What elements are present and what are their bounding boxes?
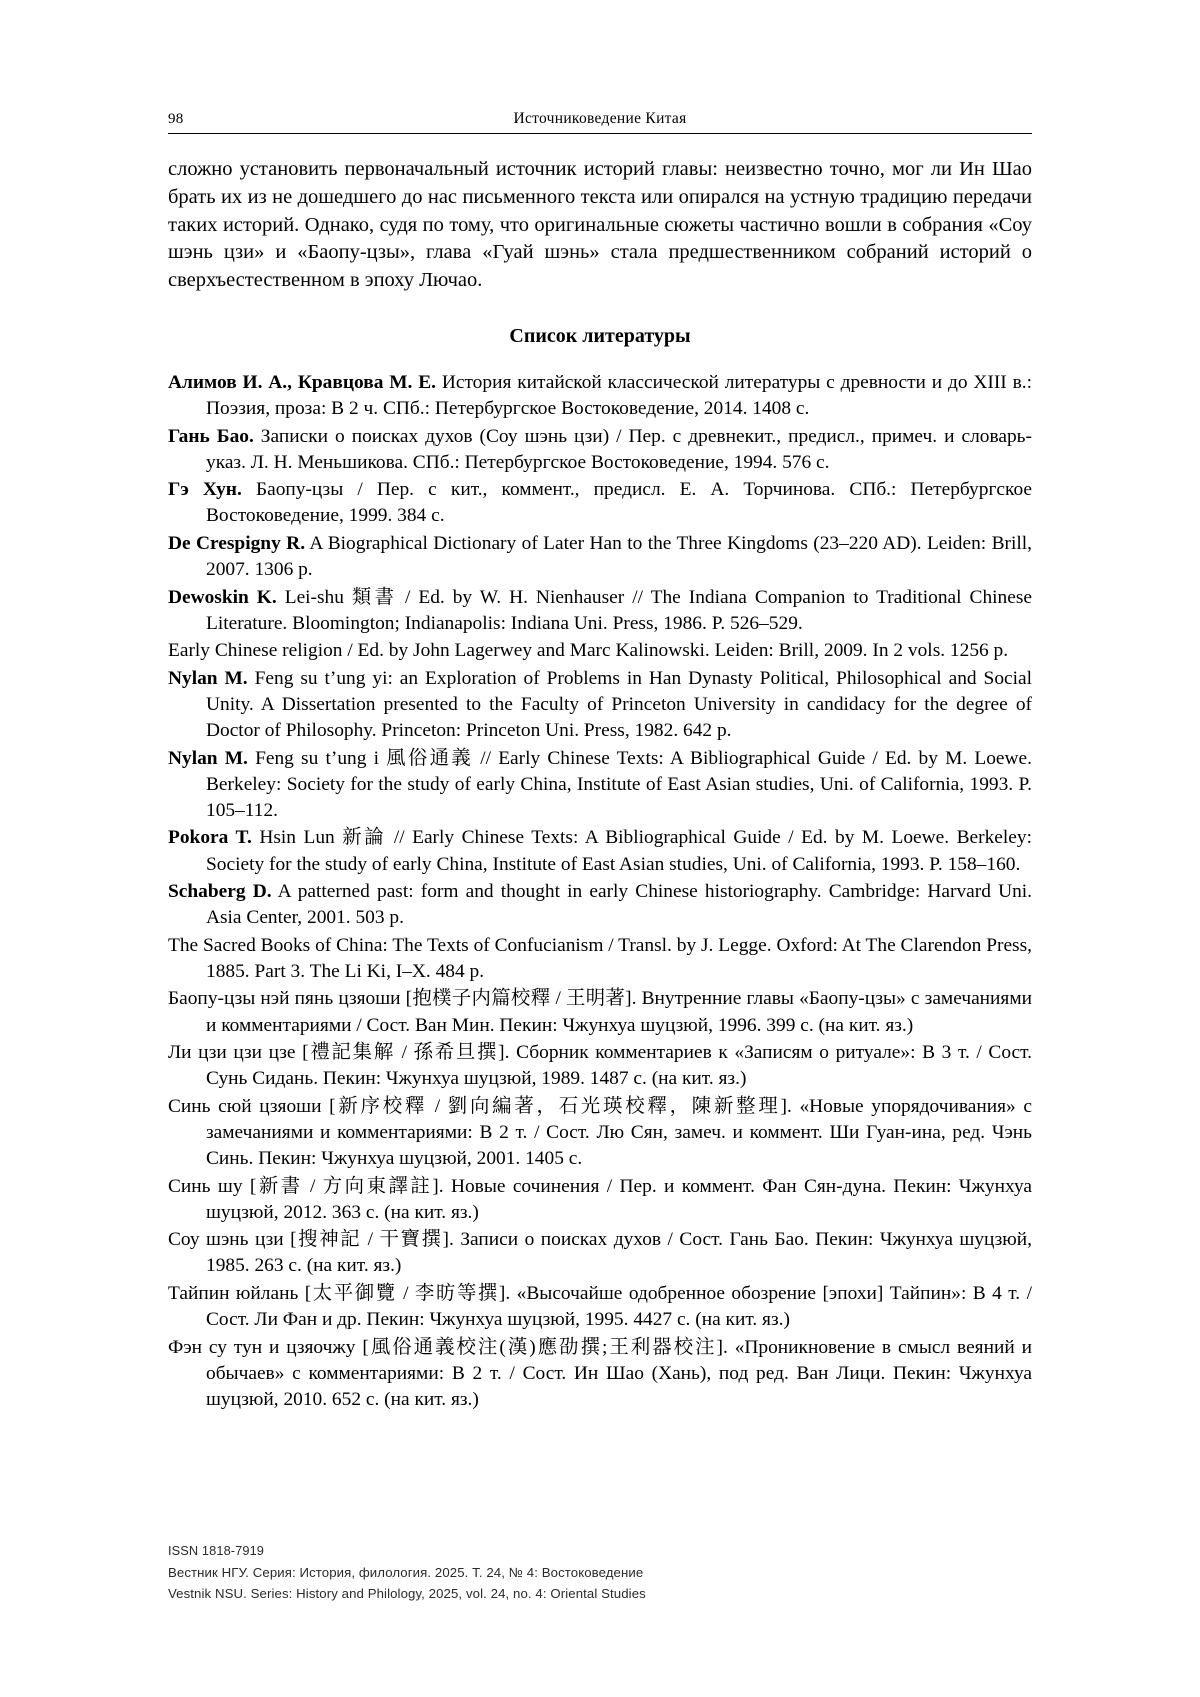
reference-author: Nylan M. bbox=[168, 747, 248, 769]
reference-text: Синь сюй цзяоши [新序校釋 / 劉向編著，石光瑛校釋，陳新整理]. «Новые упорядочивания» с замечаниями и комментариями: В 2 т. / Сост. Лю Сян, замеч. и коммент. Ши Гуан-ина, ред. Чэнь Синь. Пекин: Чжунхуа шуцзюй, 2001. 1405 с. bbox=[168, 1095, 1032, 1170]
list-item bbox=[168, 585, 1032, 637]
reference-text: Feng su t’ung yi: an Exploration of Problems in Han Dynasty Political, Philosophical and Social Unity. A Dissertation presented to the Faculty of Princeton University in candidacy for the degree of Doctor of Philosophy. Princeton: Princeton Uni. Press, 1982. 642 p. bbox=[206, 667, 1032, 742]
list-item bbox=[168, 986, 1032, 1038]
list-item bbox=[168, 933, 1032, 985]
reference-text: Соу шэнь цзи [搜神記 / 干寶撰]. Записи о поисках духов / Сост. Гань Бао. Пекин: Чжунхуа шуцзюй, 1985. 263 с. (на кит. яз.) bbox=[168, 1229, 1032, 1277]
reference-list bbox=[168, 370, 1032, 1413]
header-rule bbox=[168, 133, 1032, 134]
body-paragraph: сложно установить первоначальный источник историй главы: неизвестно точно, мог ли Ин Шао брать их из не дошедшего до нас письменного текста или опирался на устную традицию передачи таких историй. Однако, судя по тому, что оригинальные сюжеты частично вошли в собрания «Соу шэнь цзи» и «Баопу-цзы», глава «Гуай шэнь» стала предшественником собраний историй о сверхъестественном в эпоху Лючао. bbox=[168, 158, 1032, 292]
list-item bbox=[168, 879, 1032, 931]
journal-line-en: Vestnik NSU. Series: History and Philology, 2025, vol. 24, no. 4: Oriental Studies bbox=[168, 1586, 646, 1602]
reference-author: Гань Бао. bbox=[168, 425, 254, 447]
reference-author: Schaberg D. bbox=[168, 881, 272, 903]
reference-text: The Sacred Books of China: The Texts of Confucianism / Transl. by J. Legge. Oxford: At The Clarendon Press, 1885. Part 3. The Li Ki, I–X. 484 p. bbox=[168, 934, 1032, 982]
page-footer bbox=[168, 1541, 1032, 1604]
list-item bbox=[168, 746, 1032, 824]
issn-line: ISSN 1818-7919 bbox=[168, 1543, 265, 1558]
list-item bbox=[168, 666, 1032, 744]
reference-author: Nylan M. bbox=[168, 667, 248, 689]
reference-text: Записки о поисках духов (Соу шэнь цзи) / Пер. с древнекит., предисл., примеч. и словарь-указ. Л. Н. Меньшикова. СПб.: Петербургское Востоковедение, 1994. 576 с. bbox=[206, 425, 1032, 473]
reference-author: De Crespigny R. bbox=[168, 532, 306, 554]
list-item bbox=[168, 1174, 1032, 1226]
reference-author: Гэ Хун. bbox=[168, 479, 242, 501]
reference-text: Feng su t’ung i 風俗通義 // Early Chinese Texts: A Bibliographical Guide / Ed. by M. Loewe. Berkeley: Society for the study of early China, Institute of East Asian studies, Uni. of California, 1993. P. 105–112. bbox=[206, 747, 1032, 821]
reference-text: A patterned past: form and thought in early Chinese historiography. Cambridge: Harvard Uni. Asia Center, 2001. 503 p. bbox=[206, 881, 1032, 929]
list-item bbox=[168, 1227, 1032, 1279]
reference-text: Синь шу [新書 / 方向東譯註]. Новые сочинения / Пер. и коммент. Фан Сян-дуна. Пекин: Чжунхуа шуцзюй, 2012. 363 с. (на кит. яз.) bbox=[168, 1175, 1032, 1223]
list-item bbox=[168, 1040, 1032, 1092]
list-item bbox=[168, 1281, 1032, 1333]
running-title: Источниковедение Китая bbox=[513, 110, 687, 127]
page-content bbox=[168, 110, 1032, 1414]
reference-text: Тайпин юйлань [太平御覽 / 李昉等撰]. «Высочайше одобренное обозрение [эпохи] Тайпин»: В 4 т. / Сост. Ли Фан и др. Пекин: Чжунхуа шуцзюй, 1995. 4427 с. (на кит. яз.) bbox=[168, 1283, 1032, 1331]
reference-author: Pokora T. bbox=[168, 827, 252, 849]
reference-text: Баопу-цзы нэй пянь цзяоши [抱樸子内篇校釋 / 王明著]. Внутренние главы «Баопу-цзы» с замечаниями и комментариями / Сост. Ван Мин. Пекин: Чжунхуа шуцзюй, 1996. 399 с. (на кит. яз.) bbox=[168, 988, 1032, 1036]
reference-author: Алимов И. А., Кравцова М. Е. bbox=[168, 371, 437, 393]
reference-text: История китайской классической литературы с древности и до XIII в.: Поэзия, проза: В 2 ч. СПб.: Петербургское Востоковедение, 2014. 1408 с. bbox=[206, 371, 1032, 419]
page-number: 98 bbox=[168, 111, 184, 127]
list-item bbox=[168, 1335, 1032, 1413]
reference-text: Early Chinese religion / Ed. by John Lagerwey and Marc Kalinowski. Leiden: Brill, 2009. In 2 vols. 1256 p. bbox=[168, 640, 1009, 662]
list-item bbox=[168, 638, 1032, 664]
list-item bbox=[168, 370, 1032, 422]
section-title: Список литературы bbox=[509, 324, 691, 347]
list-item bbox=[168, 477, 1032, 529]
list-item bbox=[168, 424, 1032, 476]
list-item bbox=[168, 531, 1032, 583]
reference-text: Фэн су тун и цзяочжу [風俗通義校注(漢)應劭撰;王利器校注]. «Проникновение в смысл веяний и обычаев» с комментариями: В 2 т. / Сост. Ин Шао (Хань), под ред. Ван Лици. Пекин: Чжунхуа шуцзюй, 2010. 652 с. (на кит. яз.) bbox=[168, 1336, 1032, 1410]
list-item bbox=[168, 825, 1032, 877]
reference-text: Hsin Lun 新論 // Early Chinese Texts: A Bibliographical Guide / Ed. by M. Loewe. Berkeley: Society for the study of early China, Institute of East Asian studies, Uni. of California, 1993. P. 158–160. bbox=[206, 827, 1032, 875]
reference-text: Lei-shu 類書 / Ed. by W. H. Nienhauser // The Indiana Companion to Traditional Chinese Literature. Bloomington; Indianapolis: Indiana Uni. Press, 1986. P. 526–529. bbox=[206, 586, 1032, 634]
reference-author: Dewoskin K. bbox=[168, 586, 277, 608]
journal-line-ru: Вестник НГУ. Серия: История, филология. 2025. Т. 24, № 4: Востоковедение bbox=[168, 1564, 644, 1580]
reference-text: Ли цзи цзи цзе [禮記集解 / 孫希旦撰]. Сборник комментариев к «Записям о ритуале»: В 3 т. / Сост. Сунь Сидань. Пекин: Чжунхуа шуцзюй, 1989. 1487 с. (на кит. яз.) bbox=[168, 1042, 1032, 1090]
reference-text: A Biographical Dictionary of Later Han to the Three Kingdoms (23–220 AD). Leiden: Brill, 2007. 1306 p. bbox=[206, 532, 1032, 580]
reference-text: Баопу-цзы / Пер. с кит., коммент., предисл. Е. А. Торчинова. СПб.: Петербургское Востоковедение, 1999. 384 с. bbox=[206, 479, 1032, 527]
list-item bbox=[168, 1094, 1032, 1172]
running-head bbox=[168, 110, 1032, 128]
